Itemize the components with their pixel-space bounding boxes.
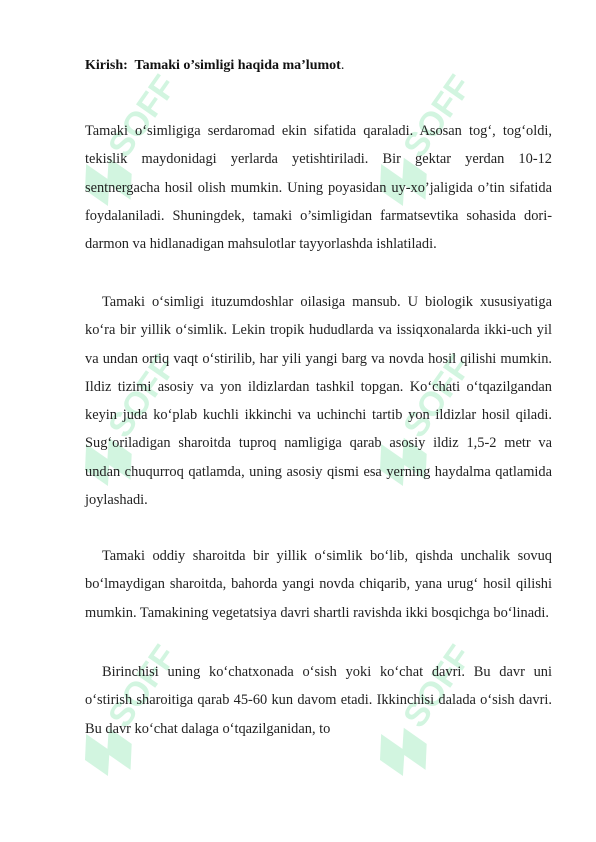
paragraph: Tamaki o‘simligi ituzumdoshlar oilasiga mansub. U biologik xususiyatiga ko‘ra bir yillik o‘simlik. Lekin tropik hududlarda va issiqxonalarda ikki-uch yil va undan ortiq vaqt o‘stirilib, har yili yangi barg va novda hosil qilishi mumkin. Ildiz tizimi asosiy va yon ildizlardan tashkil topgan. Ko‘chati o‘tqazilgandan keyin juda ko‘plab kuchli ikkinchi va uchinchi tartib yon ildizlar hosil qiladi. Sug‘oriladigan sharoitda tuproq namligiga qarab asosiy ildiz 1,5-2 metr va undan chuqurroq qatlamda, uning asosiy qismi esa yerning haydalma qatlamida joylashadi. <box>85 294 552 509</box>
document-title <box>85 58 344 74</box>
svg-text:SOFF: SOFF <box>396 348 480 445</box>
svg-text:SOFF: SOFF <box>396 68 480 165</box>
svg-text:SOFF: SOFF <box>396 638 480 735</box>
title-main: Tamaki o’simligi haqida ma’lumot <box>134 58 341 73</box>
title-prefix: Kirish: <box>85 58 128 73</box>
paragraph: Birinchisi uning ko‘chatxonada o‘sish yoki ko‘chat davri. Bu davr uni o‘stirish sharoitiga qarab 45-60 kun davom etadi. Ikkinchisi dalada o‘sish davri. Bu davr ko‘chat dalaga o‘tqazilganidan, to <box>85 664 552 737</box>
paragraph: Tamaki oddiy sharoitda bir yillik o‘simlik bo‘lib, qishda unchalik sovuq bo‘lmaydigan sharoitda, bahorda yangi novda chiqarib, yana urug‘ hosil qilishi mumkin. Tamakining vegetatsiya davri shartli ravishda ikki bosqichga bo‘linadi. <box>85 548 552 621</box>
svg-text:SOFF: SOFF <box>101 638 185 735</box>
title-end: . <box>340 58 345 73</box>
paragraph: Tamaki o‘simligiga serdaromad ekin sifatida qaraladi. Asosan tog‘, tog‘oldi, tekislik maydonidagi yerlarda yetishtiriladi. Bir gektar yerdan 10-12 sentnergacha hosil olish mumkin. Uning poyasidan uy-xo’jaligida o’tin sifatida foydalaniladi. Shuningdek, tamaki o’simligidan farmatsevtika sohasida dori-darmon va hidlanadigan mahsulotlar tayyorlashda ishlatiladi. <box>85 123 552 253</box>
svg-text:SOFF: SOFF <box>101 68 185 165</box>
svg-text:SOFF: SOFF <box>101 348 185 445</box>
